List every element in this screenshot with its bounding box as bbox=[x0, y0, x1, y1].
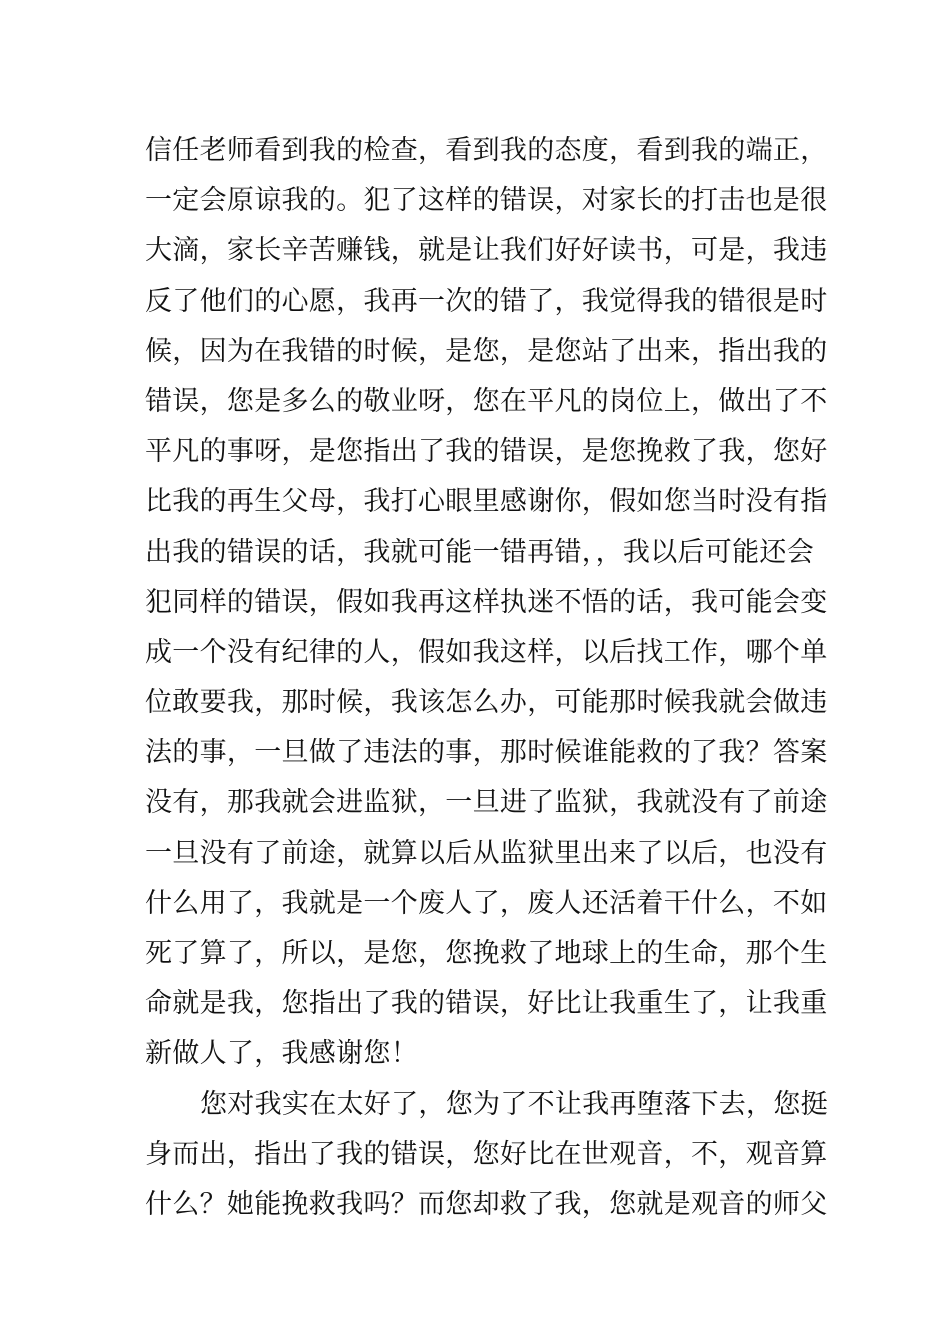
text-line: 一旦没有了前途，就算以后从监狱里出来了以后，也没有 bbox=[145, 837, 828, 869]
text-line: 位敢要我，那时候，我该怎么办，可能那时候我就会做违 bbox=[145, 687, 828, 719]
text-line: 死了算了，所以，是您，您挽救了地球上的生命，那个生 bbox=[145, 938, 828, 969]
text-line: 候，因为在我错的时候，是您，是您站了出来，指出我的 bbox=[145, 335, 828, 367]
text-line: 什么？她能挽救我吗？而您却救了我，您就是观音的师父 bbox=[145, 1188, 828, 1220]
text-line: 命就是我，您指出了我的错误，好比让我重生了，让我重 bbox=[145, 988, 828, 1020]
text-line: 法的事，一旦做了违法的事，那时候谁能救的了我？答案 bbox=[145, 737, 828, 769]
text-line: 反了他们的心愿，我再一次的错了，我觉得我的错很是时 bbox=[145, 285, 828, 317]
text-line: 比我的再生父母，我打心眼里感谢你，假如您当时没有指 bbox=[145, 486, 828, 518]
text-line: 成一个没有纪律的人，假如我这样，以后找工作，哪个单 bbox=[145, 636, 828, 668]
text-line: 没有，那我就会进监狱，一旦进了监狱，我就没有了前途 bbox=[145, 787, 828, 819]
text-line: 新做人了，我感谢您！ bbox=[145, 1038, 418, 1070]
text-line: 一定会原谅我的。犯了这样的错误，对家长的打击也是很 bbox=[145, 185, 828, 217]
text-line: 身而出，指出了我的错误，您好比在世观音，不，观音算 bbox=[145, 1138, 828, 1170]
text-line: 平凡的事呀，是您指出了我的错误，是您挽救了我，您好 bbox=[145, 436, 828, 468]
text-line: 信任老师看到我的检查，看到我的态度，看到我的端正， bbox=[145, 135, 828, 166]
text-line: 大滴，家长辛苦赚钱，就是让我们好好读书，可是，我违 bbox=[145, 235, 828, 267]
text-line: 犯同样的错误，假如我再这样执迷不悟的话，我可能会变 bbox=[145, 586, 828, 618]
text-line: 什么用了，我就是一个废人了，废人还活着干什么，不如 bbox=[145, 887, 828, 919]
text-line: 出我的错误的话，我就可能一错再错，，我以后可能还会 bbox=[145, 536, 814, 568]
body-text bbox=[145, 126, 828, 1230]
text-line: 错误，您是多么的敬业呀，您在平凡的岗位上，做出了不 bbox=[145, 385, 828, 417]
text-line-indented: 您对我实在太好了，您为了不让我再堕落下去，您挺 bbox=[200, 1088, 828, 1120]
